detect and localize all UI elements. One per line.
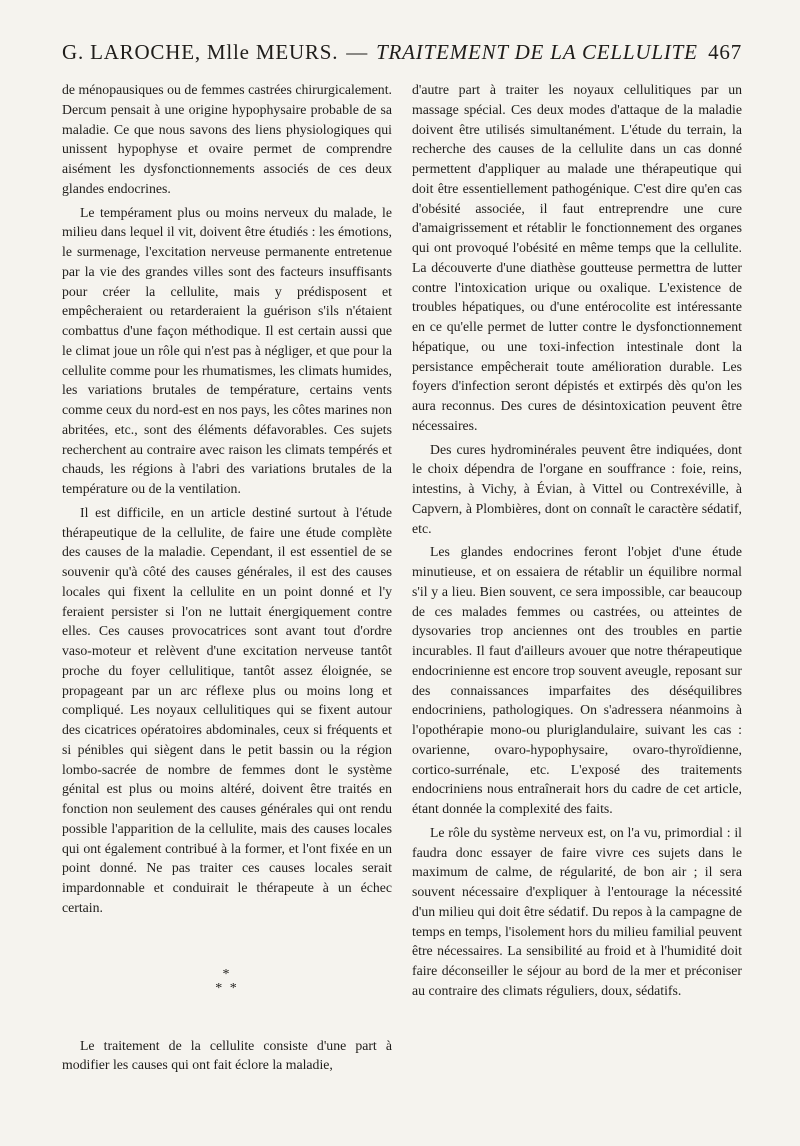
header-authors: G. LAROCHE, Mlle MEURS. — [62, 40, 339, 64]
header-title: TRAITEMENT DE LA CELLULITE — [376, 40, 698, 64]
right-paragraph-2: Des cures hydrominérales peuvent être indiquées, dont le choix dépendra de l'organe en souffrance : foie, reins, intestins, à Vichy, à Évian, à Vittel ou Contrexéville, à Capvern, à Plombières, dont on connaît le caractère sédatif, etc. — [412, 441, 742, 536]
page-number: 467 — [708, 40, 742, 64]
left-paragraph-1: de ménopausiques ou de femmes castrées chirurgicalement. Dercum pensait à une origine hypophysaire probable de sa maladie. Ce que nous savons des liens physiologiques qui unissent hypophyse et ovaire permet de comprendre aisément les dysfonctionnements associés de ces deux glandes endocrines. — [62, 82, 392, 196]
two-column-body — [62, 80, 742, 1130]
asterism-bottom: * * — [215, 980, 239, 996]
right-column — [412, 80, 742, 1130]
asterism-top: * — [222, 966, 232, 982]
left-paragraph-3: Il est difficile, en un article destiné surtout à l'étude thérapeutique de la cellulite, de faire une étude complète des causes de la maladie. Cependant, il est essentiel de se souvenir qu'à côté des causes générales, il est des causes locales qui fixent la cellulite en un point donné et l'y feraient persister si l'on ne luttait énergiquement contre elles. Ces causes provocatrices sont avant tout d'ordre vaso-moteur et relèvent d'une excitation nerveuse tantôt proche du foyer cellulitique, tantôt assez éloignée, se propageant par un arc réflexe plus ou moins long et compliqué. Les noyaux cellulitiques qui se fixent autour des cicatrices opératoires abdominales, ceux si fréquents et si pénibles qui siègent dans le petit bassin ou la région lombo-sacrée de nombre de femmes dont le système génital est plus ou moins altéré, doivent être traités en fonction non seulement des causes générales qui ont rendu possible l'apparition de la cellulite, mais des causes locales qui ont également contribué à la former, et l'ont fixée en un point donné. Ne pas traiter ces causes locales serait impardonnable et conduirait le thérapeute à un échec certain. — [62, 504, 392, 915]
right-paragraph-3: Les glandes endocrines feront l'objet d'une étude minutieuse, et on essaiera de rétablir un équilibre normal s'il y a lieu. Bien souvent, ce sera impossible, car beaucoup de ces malades femmes ou castrées, ou atteintes de dysovaries trop anciennes ont des troubles en partie incurables. Il faut d'ailleurs avouer que notre thérapeutique endocrinienne est encore trop souvent aveugle, reposant sur des connaissances imparfaites des déséquilibres endocriniens, pathologiques. On s'adressera néanmoins à l'opothérapie mono-ou pluriglandulaire, suivant les cas : ovarienne, ovaro-hypophysaire, ovaro-thyroïdienne, cortico-surrénale, etc. L'exposé des traitements endocriniens nous entraînerait hors du cadre de cet article, étant donnée la complexité des faits. — [412, 544, 742, 816]
section-asterism — [62, 968, 392, 996]
header-dash: — — [346, 40, 369, 64]
right-paragraph-1: d'autre part à traiter les noyaux cellulitiques par un massage spécial. Ces deux modes d'attaque de la maladie doivent être utilisés simultanément. L'étude du terrain, la recherche des causes de la cellulite dans un cas donné permettent d'appliquer au malade une thérapeutique qui doit être essentiellement pathogénique. C'est dire qu'en cas d'obésité associée, il faut entreprendre une cure d'amaigrissement et rétablir le fonctionnement des organes qui ont provoqué l'obésité en même temps que la cellulite. La découverte d'une diathèse goutteuse permettra de lutter contre l'intoxication urique ou oxalique. L'existence de troubles hépatiques, ou d'une entérocolite est intéressante en ce qu'elle permet de lutter contre le dysfonctionnement hépatique, ou une toxi-infection intestinale dont la persistance empêcherait toute amélioration durable. Les foyers d'infection seront dépistés et extirpés dès qu'on les aura reconnus. Des cures de désintoxication peuvent être nécessaires. — [412, 82, 742, 433]
running-header — [62, 40, 742, 65]
left-paragraph-4: Le traitement de la cellulite consiste d'une part à modifier les causes qui ont fait éclore la maladie, — [62, 1037, 392, 1073]
left-paragraph-2: Le tempérament plus ou moins nerveux du malade, le milieu dans lequel il vit, doivent être étudiés : les émotions, le surmenage, l'excitation nerveuse permanente entretenue par la vie des grandes villes sont des facteurs insuffisants pour créer la cellulite, mais y prédisposent et empêcheraient ou retarderaient la guérison s'ils n'étaient combattus d'une façon méthodique. Il est certain aussi que le climat joue un rôle qui n'est pas à négliger, et que pour la cellulite comme pour les rhumatismes, les climats humides, les variations brutales de température, certains vents comme ceux du nord-est en nos pays, les côtes marines non abritées, etc., sont des éléments défavorables. Ces sujets recherchent au contraire avec raison les climats tempérés et chauds, les régions à l'abri des variations brutales de la température ou de la ventilation. — [62, 204, 392, 496]
right-paragraph-4: Le rôle du système nerveux est, on l'a vu, primordial : il faudra donc essayer de faire vivre ces sujets dans le maximum de calme, de régularité, de bon air ; il sera souvent nécessaire d'expliquer à l'entourage la nécessité d'un milieu qui doit être sédatif. Du repos à la campagne de temps en temps, l'isolement hors du milieu familial peuvent être nécessaires. La sensibilité au froid et à l'humidité doit faire déconseiller le séjour au bord de la mer et préconiser au contraire des climats réguliers, doux, sédatifs. — [412, 824, 742, 998]
left-column — [62, 80, 392, 1130]
